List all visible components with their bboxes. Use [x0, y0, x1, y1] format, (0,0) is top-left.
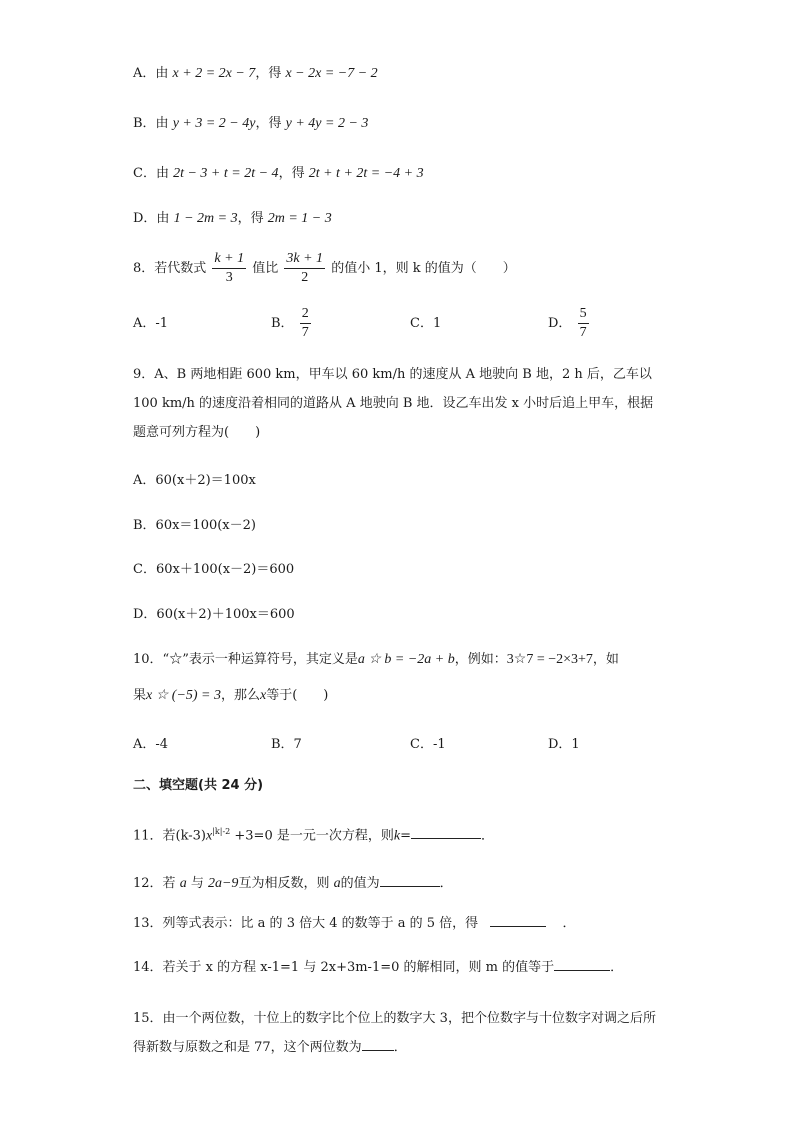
equation: x + 2 = 2x − 7 — [172, 66, 256, 81]
q10-option-b: B．7 — [271, 737, 302, 752]
question-text: ，例如： — [454, 652, 507, 667]
denominator: 7 — [301, 325, 309, 340]
answer-blank[interactable] — [490, 912, 546, 927]
denominator: 7 — [579, 325, 587, 340]
option-label: D．由 — [133, 211, 170, 226]
equation: x ☆ (−5) = 3 — [146, 688, 221, 703]
numerator: 3k + 1 — [284, 250, 325, 269]
question-text: 与 — [190, 876, 204, 891]
question-text: ． — [480, 828, 494, 844]
q9-option-d: D．60(x＋2)＋100x＝600 — [133, 607, 295, 622]
q8-option-d — [548, 304, 591, 344]
variable: a — [179, 876, 187, 891]
numerator: 2 — [300, 305, 311, 324]
option-label: A．由 — [133, 66, 169, 81]
q10-option-a: A．-4 — [133, 737, 169, 752]
question-text: 互为相反数，则 — [238, 876, 330, 891]
answer-blank[interactable] — [411, 824, 481, 839]
question-text: 果 — [133, 688, 147, 703]
q9-option-a: A．60(x＋2)＝100x — [133, 473, 256, 488]
variable: x — [260, 688, 267, 703]
q9-option-c: C．60x＋100(x－2)＝600 — [133, 562, 295, 577]
q10-stem-line1 — [133, 650, 619, 670]
q11 — [133, 822, 494, 846]
q8-stem — [133, 248, 516, 290]
connector-text: ，得 — [278, 166, 305, 181]
equation: a ☆ b = −2a + b — [357, 652, 455, 667]
section-title: 二、填空题(共 24 分) — [133, 778, 264, 793]
question-text: 8．若代数式 — [133, 261, 207, 276]
question-text: ． — [562, 916, 576, 931]
equation: y + 3 = 2 − 4y — [172, 116, 256, 131]
numerator: 5 — [578, 305, 589, 324]
question-text: +3=0 是一元一次方程，则 — [230, 828, 394, 844]
expression: 2a−9 — [207, 876, 239, 891]
q7-option-a — [133, 64, 378, 84]
variable: x — [206, 828, 213, 844]
question-text: 值比 — [252, 261, 279, 276]
q8-option-a: A．-1 — [133, 316, 169, 331]
question-text: ． — [393, 1040, 407, 1055]
question-text: 的值小 1，则 k 的值为（ ） — [331, 261, 516, 276]
q13 — [133, 912, 575, 934]
q10-option-d: D．1 — [548, 737, 580, 752]
equation: 1 − 2m = 3 — [173, 211, 238, 226]
equation: 2t + t + 2t = −4 + 3 — [308, 166, 424, 181]
option-label: D． — [548, 316, 572, 331]
question-text: ． — [610, 960, 624, 975]
fraction — [284, 250, 325, 287]
equation: 3☆7 = −2×3+7 — [506, 652, 593, 667]
question-text: 14．若关于 x 的方程 x-1=1 与 2x+3m-1=0 的解相同，则 m 的值等于 — [133, 960, 555, 975]
question-text: 11．若(k-3) — [133, 828, 206, 844]
q10-stem-line2 — [133, 686, 328, 706]
q7-option-b — [133, 114, 368, 134]
equation: 2t − 3 + t = 2t − 4 — [173, 166, 279, 181]
q7-option-d — [133, 209, 332, 229]
equation: 2m = 1 − 3 — [267, 211, 332, 226]
question-text: 15．由一个两位数，十位上的数字比个位上的数字大 3，把个位数字与十位数字对调之后所得新数与原数之和是 77，这个两位数为 — [133, 1011, 656, 1055]
connector-text: ，得 — [237, 211, 264, 226]
answer-blank[interactable] — [554, 956, 610, 971]
option-label: B．由 — [133, 116, 169, 131]
connector-text: ，得 — [255, 66, 282, 81]
answer-blank[interactable] — [362, 1036, 394, 1051]
fraction — [578, 305, 589, 342]
exponent: |k|-2 — [212, 827, 231, 836]
fraction — [300, 305, 311, 342]
equation: y + 4y = 2 − 3 — [285, 116, 369, 131]
answer-blank[interactable] — [380, 872, 440, 887]
question-text: 的值为 — [340, 876, 380, 891]
question-text: ，如 — [592, 652, 619, 667]
variable: a — [333, 876, 341, 891]
option-label: C．由 — [133, 166, 169, 181]
question-text: 10．“☆”表示一种运算符号，其定义是 — [133, 652, 358, 667]
question-text: ． — [439, 876, 453, 891]
connector-text: ，得 — [255, 116, 282, 131]
question-text: 等于( ) — [266, 688, 329, 703]
question-text: ，那么 — [221, 688, 261, 703]
question-text: 12．若 — [133, 876, 176, 891]
q14 — [133, 956, 623, 978]
denominator: 2 — [301, 270, 309, 285]
q9-stem: 9．A、B 两地相距 600 km，甲车以 60 km/h 的速度从 A 地驶向 B 地，2 h 后，乙车以 100 km/h 的速度沿着相同的道路从 A 地驶向 B 地．设乙车出发 x 小时后追上甲车，根据题意可列方程为( ) — [133, 367, 654, 440]
fraction — [212, 250, 246, 287]
q12 — [133, 872, 453, 894]
q7-option-c — [133, 164, 424, 184]
equation: x − 2x = −7 − 2 — [285, 66, 378, 81]
q10-option-c: C．-1 — [410, 737, 446, 752]
variable: k — [393, 828, 401, 844]
question-text: 13．列等式表示：比 a 的 3 倍大 4 的数等于 a 的 5 倍，得 — [133, 916, 479, 931]
q8-option-c: C．1 — [410, 316, 442, 331]
q15 — [133, 1004, 661, 1062]
question-text: = — [400, 828, 411, 844]
denominator: 3 — [225, 270, 233, 285]
q9-option-b: B．60x＝100(x－2) — [133, 518, 256, 533]
option-label: B． — [271, 316, 294, 331]
q8-option-b — [271, 304, 313, 344]
numerator: k + 1 — [212, 250, 246, 269]
